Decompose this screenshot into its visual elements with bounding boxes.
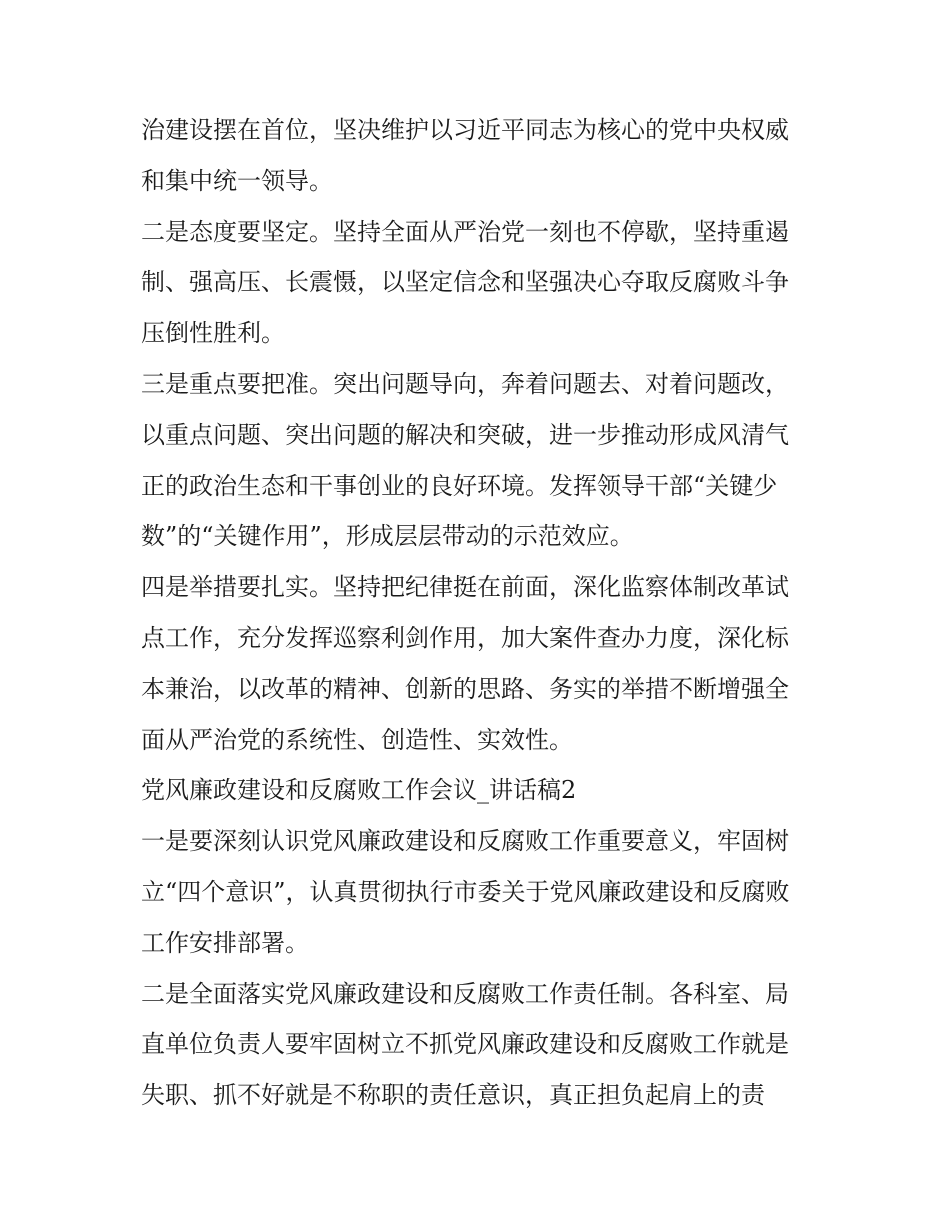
document-body [141,105,821,1121]
text-line: 本兼治，以改革的精神、创新的思路、务实的举措不断增强全 [141,674,789,703]
text-line: 治建设摆在首位，坚决维护以习近平同志为核心的党中央权威 [141,116,789,144]
text-line: 四是举措要扎实。坚持把纪律挺在前面，深化监察体制改革试 [141,573,789,602]
text-line: 点工作，充分发挥巡察利剑作用，加大案件查办力度，深化标 [141,623,789,652]
text-line: 和集中统一领导。 [141,166,333,195]
text-line: 以重点问题、突出问题的解决和突破，进一步推动形成风清气 [141,420,789,449]
text-line: 工作安排部署。 [141,928,309,957]
text-line: 失职、抓不好就是不称职的责任意识，真正担负起肩上的责 [141,1081,765,1110]
text-line: 压倒性胜利。 [141,319,285,348]
section-heading: 党风廉政建设和反腐败工作会议_讲话稿2 [141,776,577,805]
text-line: 制、强高压、长震慑，以坚定信念和坚强决心夺取反腐败斗争 [141,268,789,297]
text-line: 面从严治党的系统性、创造性、实效性。 [141,725,573,754]
text-line: 数”的“关键作用”，形成层层带动的示范效应。 [141,522,634,551]
text-line: 正的政治生态和干事创业的良好环境。发挥领导干部“关键少 [141,471,778,500]
text-line: 二是态度要坚定。坚持全面从严治党一刻也不停歇，坚持重遏 [141,217,789,246]
text-line: 二是全面落实党风廉政建设和反腐败工作责任制。各科室、局 [141,979,789,1008]
text-line: 三是重点要把准。突出问题导向，奔着问题去、对着问题改， [141,369,789,398]
text-line: 直单位负责人要牢固树立不抓党风廉政建设和反腐败工作就是 [141,1030,789,1059]
text-line: 立“四个意识”，认真贯彻执行市委关于党风廉政建设和反腐败 [141,877,790,906]
text-line: 一是要深刻认识党风廉政建设和反腐败工作重要意义，牢固树 [141,827,789,856]
